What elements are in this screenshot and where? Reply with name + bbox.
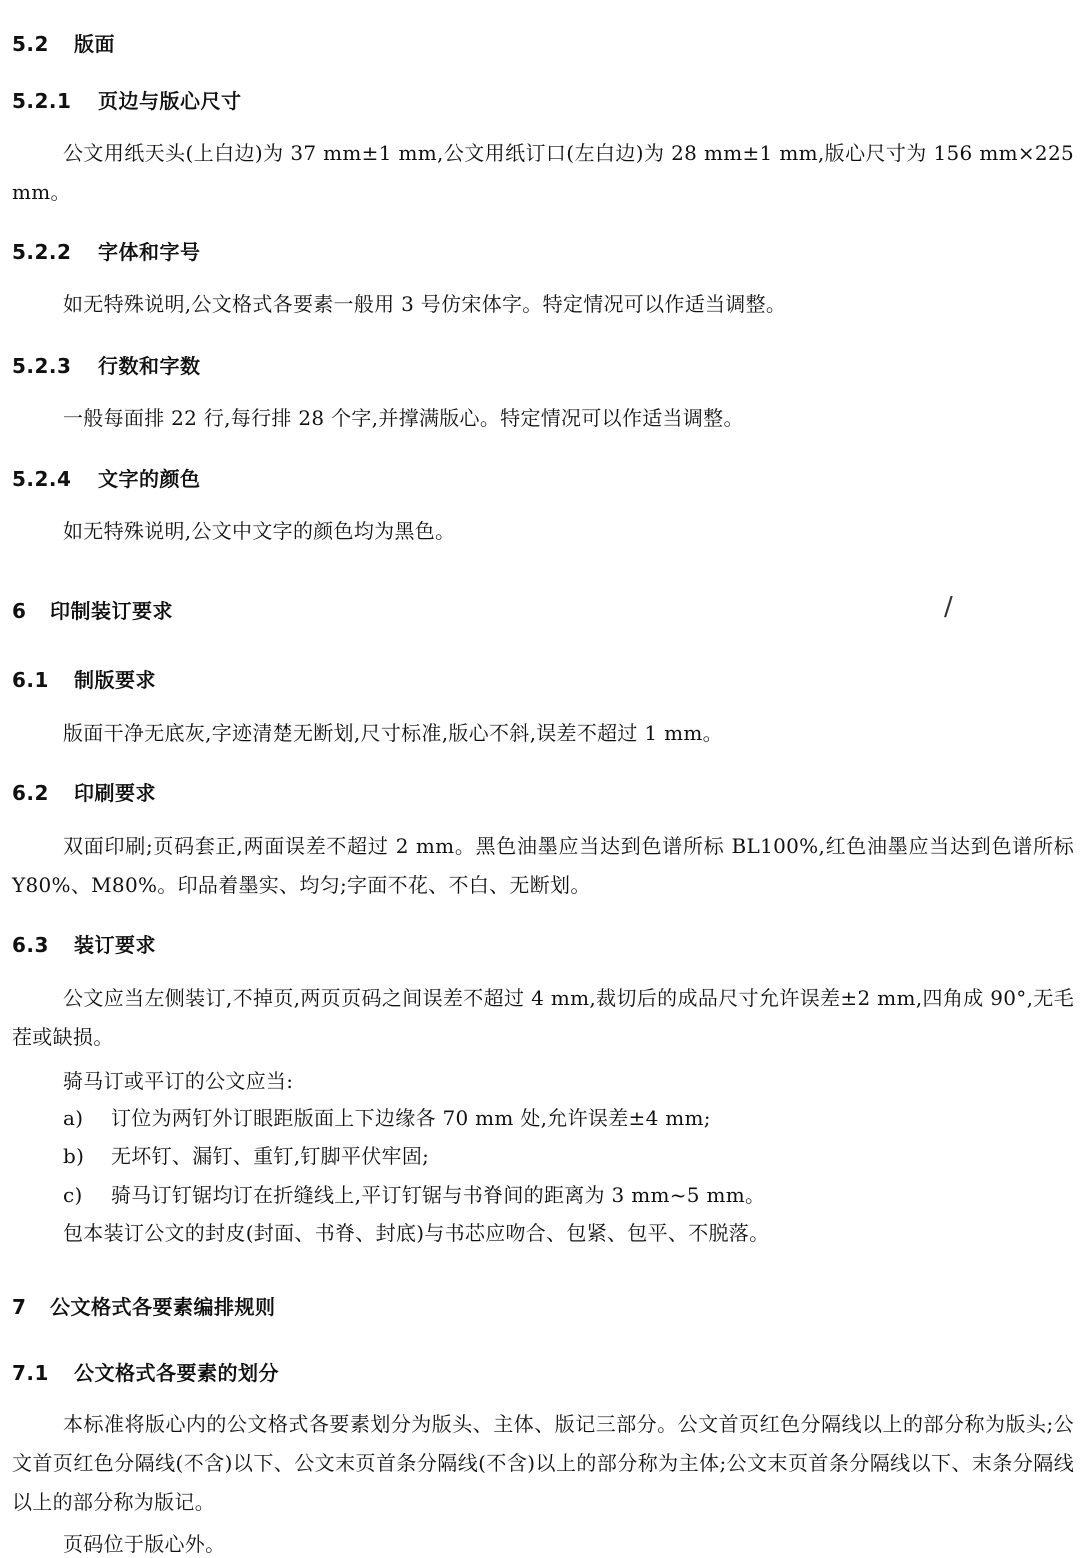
paragraph-5-2-3: 一般每面排 22 行,每行排 28 个字,并撑满版心。特定情况可以作适当调整。 [63, 406, 744, 430]
heading-number: 5.2.3 [12, 354, 72, 378]
heading-number: 6.3 [12, 933, 49, 957]
list-text: 无坏钉、漏钉、重钉,钉脚平伏牢固; [111, 1144, 430, 1168]
list-item [63, 1179, 765, 1208]
heading-title: 制版要求 [74, 668, 156, 692]
heading-title: 公文格式各要素的划分 [74, 1361, 279, 1385]
list-text: 骑马订钉锯均订在折缝线上,平订钉锯与书脊间的距离为 3 mm~5 mm。 [111, 1183, 766, 1207]
heading-number: 5.2.2 [12, 240, 72, 264]
list-marker: a) [63, 1106, 84, 1130]
heading-title: 版面 [74, 32, 115, 56]
heading-7 [12, 1291, 276, 1320]
heading-title: 文字的颜色 [98, 467, 201, 491]
paragraph-5-2-2: 如无特殊说明,公文格式各要素一般用 3 号仿宋体字。特定情况可以作适当调整。 [63, 292, 787, 316]
paragraph-6-2: 双面印刷;页码套正,两面误差不超过 2 mm。黑色油墨应当达到色谱所标 BL100%,红色油墨应当达到色谱所标 Y80%、M80%。印品着墨实、均匀;字面不花、不白、无断划。 [12, 834, 1074, 897]
heading-5-2 [12, 28, 115, 57]
paragraph-6-1: 版面干净无底灰,字迹清楚无断划,尺寸标准,版心不斜,误差不超过 1 mm。 [63, 721, 723, 745]
heading-5-2-1 [12, 85, 242, 114]
heading-number: 6.2 [12, 781, 49, 805]
heading-number: 7.1 [12, 1361, 49, 1385]
heading-title: 字体和字号 [98, 240, 201, 264]
list-marker: b) [63, 1144, 85, 1168]
heading-title: 印制装订要求 [50, 599, 173, 623]
heading-number: 5.2.4 [12, 467, 72, 491]
binding-outro: 包本装订公文的封皮(封面、书脊、封底)与书芯应吻合、包紧、包平、不脱落。 [63, 1221, 770, 1245]
pen-stroke-mark: / [944, 592, 953, 622]
heading-title: 公文格式各要素编排规则 [50, 1295, 276, 1319]
heading-5-2-4 [12, 463, 201, 492]
list-text: 订位为两钉外订眼距版面上下边缘各 70 mm 处,允许误差±4 mm; [111, 1106, 711, 1130]
heading-number: 5.2 [12, 32, 49, 56]
heading-5-2-3 [12, 350, 201, 379]
heading-title: 装订要求 [74, 933, 156, 957]
list-marker: c) [63, 1183, 83, 1207]
list-item [63, 1140, 429, 1169]
heading-title: 页边与版心尺寸 [98, 89, 242, 113]
heading-title: 印刷要求 [74, 781, 156, 805]
paragraph-5-2-1: 公文用纸天头(上白边)为 37 mm±1 mm,公文用纸订口(左白边)为 28 mm±1 mm,版心尺寸为 156 mm×225 mm。 [12, 141, 1074, 204]
heading-7-1 [12, 1357, 279, 1386]
heading-number: 7 [12, 1295, 27, 1319]
heading-6-1 [12, 664, 156, 693]
list-item [63, 1102, 711, 1131]
heading-5-2-2 [12, 236, 201, 265]
heading-number: 6.1 [12, 668, 49, 692]
paragraph-7-1: 本标准将版心内的公文格式各要素划分为版头、主体、版记三部分。公文首页红色分隔线以上的部分称为版头;公文首页红色分隔线(不含)以下、公文末页首条分隔线(不含)以上的部分称为主体;公文末页首条分隔线以下、末条分隔线以上的部分称为版记。 [12, 1412, 1074, 1514]
page-number-note: 页码位于版心外。 [63, 1532, 226, 1556]
heading-number: 6 [12, 599, 27, 623]
heading-6 [12, 595, 173, 624]
heading-6-3 [12, 929, 156, 958]
heading-6-2 [12, 777, 156, 806]
heading-title: 行数和字数 [98, 354, 201, 378]
paragraph-5-2-4: 如无特殊说明,公文中文字的颜色均为黑色。 [63, 519, 456, 543]
heading-number: 5.2.1 [12, 89, 72, 113]
binding-intro: 骑马订或平订的公文应当: [63, 1069, 294, 1093]
paragraph-6-3: 公文应当左侧装订,不掉页,两页页码之间误差不超过 4 mm,裁切后的成品尺寸允许误差±2 mm,四角成 90°,无毛茬或缺损。 [12, 986, 1074, 1049]
